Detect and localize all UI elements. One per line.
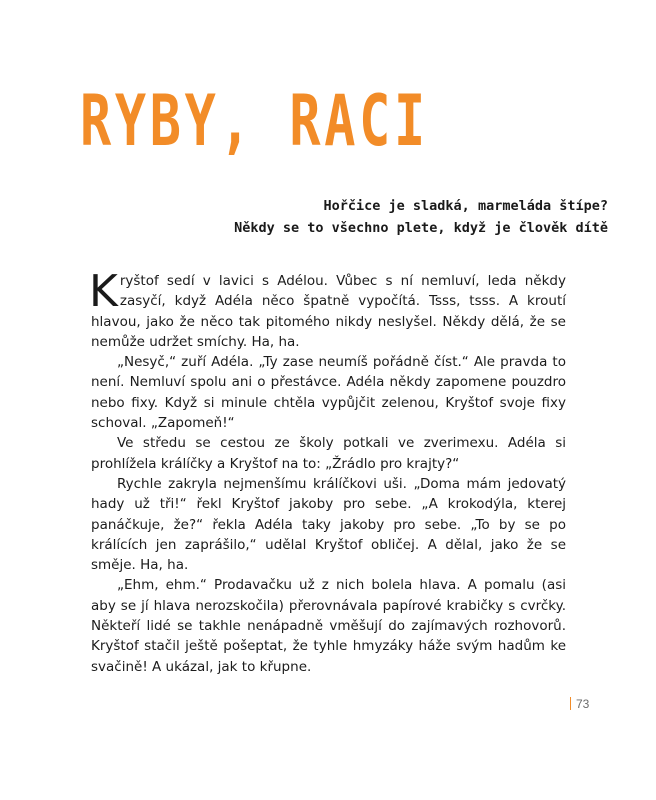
page-number-value: 73 (576, 697, 590, 711)
paragraph-1 (89, 266, 566, 352)
subtitle-line-1: Hořčice je sladká, marmeláda štípe? (323, 198, 608, 214)
page-number (570, 696, 589, 712)
paragraph-5: „Ehm, ehm.“ Prodavačku už z nich bolela hlava. A pomalu (asi aby se jí hlava nerozskočila) přerovnávala papírové krabičky s cvrčky. Někteří lidé se takhle nenápadně vměšují do zajímavých rozhovorů. Kryštof stačil ještě pošeptat, že tyhle hmyzáky háže svým hadům ke svačině! A ukázal, jak to křupne. (91, 577, 566, 675)
paragraph-1-text: ryštof sedí v lavici s Adélou. Vůbec s ní nemluví, leda někdy zasyčí, když Adéla něco špatně vypočítá. Tsss, tsss. A kroutí hlavou, jako že něco tak pitomého nikdy neslyšel. Někdy dělá, že se nemůže udržet smíchy. Ha, ha. (91, 273, 566, 350)
paragraph-3: Ve středu se cestou ze školy potkali ve zverimexu. Adéla si prohlížela králíčky a Kryštof na to: „Žrádlo pro krajty?“ (91, 435, 566, 472)
story-text (89, 266, 566, 677)
chapter-title: RYBY, RACI (80, 80, 429, 162)
subtitle-line-2: Někdy se to všechno plete, když je člověk dítě (234, 220, 608, 236)
chapter-subtitle (88, 195, 608, 239)
page-number-rule (570, 697, 571, 710)
paragraph-2: „Nesyč,“ zuří Adéla. „Ty zase neumíš pořádně číst.“ Ale pravda to není. Nemluví spolu ani o přestávce. Adéla někdy zapomene pouzdro nebo fixy. Když si minule chtěla vypůjčit zelenou, Kryštof svoje fixy schoval. „Zapomeň!“ (91, 354, 566, 432)
drop-cap: K (89, 266, 118, 317)
paragraph-4: Rychle zakryla nejmenšímu králíčkovi uši. „Doma mám jedovatý hady už tři!“ řekl Kryštof jakoby pro sebe. „A krokodýla, kterej panáčkuje, že?“ řekla Adéla taky jakoby pro sebe. „To by se po králících jen zaprášilo,“ udělal Kryštof obličej. A dělal, jako že se směje. Ha, ha. (91, 475, 566, 574)
